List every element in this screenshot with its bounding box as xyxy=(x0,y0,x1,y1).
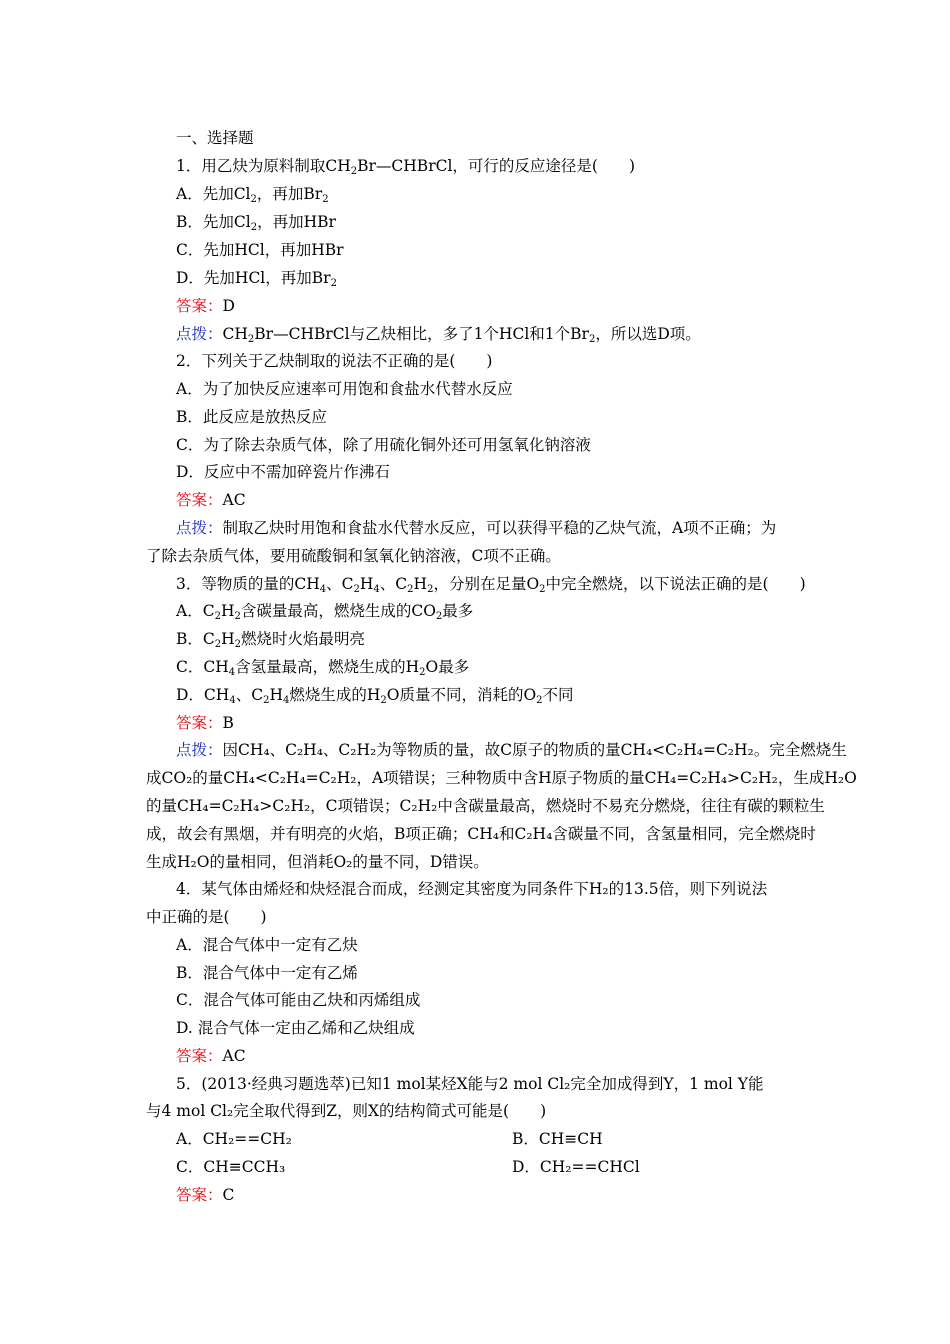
question-5-option-a: A．CH₂==CH₂ xyxy=(176,1130,292,1148)
question-2-tip-line-2: 了除去杂质气体，要用硫酸铜和氢氧化钠溶液，C项不正确。 xyxy=(146,547,561,565)
question-5-option-d: D．CH₂==CHCl xyxy=(512,1158,640,1176)
question-3-tip-line-2: 成CO₂的量CH₄<C₂H₄=C₂H₂，A项错误；三种物质中含H原子物质的量CH₄=C₂H₄>C₂H₂，生成H₂O xyxy=(146,769,857,787)
question-1-stem: 1．用乙炔为原料制取$CH_2Br—CHBrCl$，可行的反应途径是( ) xyxy=(176,157,636,177)
question-4-option-b: B．混合气体中一定有乙烯 xyxy=(176,964,358,982)
question-2-option-c: C．为了除去杂质气体，除了用硫化铜外还可用氢氧化钠溶液 xyxy=(176,436,591,454)
question-3-stem: 3．等物质的量的$CH_4$、$C_2H_4$、$C_2H_2$，分别在足量$O_2$中完全燃烧，以下说法正确的是( ) xyxy=(176,575,806,595)
question-1-tip: 点拨：$CH_2Br—CHBrCl$与乙炔相比，多了1个HCl和1个$Br_2$，所以选D项。 xyxy=(176,325,701,345)
question-4-option-d: D. 混合气体一定由乙烯和乙炔组成 xyxy=(176,1019,415,1037)
question-3-option-c: C．$CH_4$含氢量最高，燃烧生成的$H_2O$最多 xyxy=(176,658,470,678)
question-4-option-a: A．混合气体中一定有乙炔 xyxy=(176,936,358,954)
question-1-option-c: C．先加HCl，再加HBr xyxy=(176,241,344,259)
question-1-answer: 答案：D xyxy=(176,297,235,315)
question-2-option-b: B．此反应是放热反应 xyxy=(176,408,327,426)
question-3-tip-line-1: 点拨：因CH₄、C₂H₄、C₂H₂为等物质的量，故C原子的物质的量CH₄<C₂H₄=C₂H₂。完全燃烧生 xyxy=(176,741,847,759)
question-3-option-a: A．$C_2H_2$含碳量最高，燃烧生成的$CO_2$最多 xyxy=(176,602,474,622)
question-2-option-d: D．反应中不需加碎瓷片作沸石 xyxy=(176,463,390,481)
question-5-answer: 答案：C xyxy=(176,1186,235,1204)
question-4-answer: 答案：AC xyxy=(176,1047,246,1065)
question-5-stem-line-2: 与4 mol Cl₂完全取代得到Z，则X的结构简式可能是( ) xyxy=(146,1102,547,1120)
question-3-option-d: D．$CH_4$、$C_2H_4$燃烧生成的$H_2O$质量不同，消耗的$O_2$不同 xyxy=(176,686,574,706)
question-5-stem-line-1: 5．(2013·经典习题选萃)已知1 mol某烃X能与2 mol Cl₂完全加成得到Y，1 mol Y能 xyxy=(176,1075,764,1093)
question-2-answer: 答案：AC xyxy=(176,491,246,509)
question-2-option-a: A．为了加快反应速率可用饱和食盐水代替水反应 xyxy=(176,380,513,398)
section-title: 一、选择题 xyxy=(176,129,254,147)
question-5-option-b: B．CH≡CH xyxy=(512,1130,603,1148)
question-1-option-b: B．先加$Cl_2$，再加HBr xyxy=(176,213,336,233)
question-3-option-b: B．$C_2H_2$燃烧时火焰最明亮 xyxy=(176,630,366,650)
question-3-tip-line-5: 生成H₂O的量相同，但消耗O₂的量不同，D错误。 xyxy=(146,853,489,871)
question-3-tip-line-3: 的量CH₄=C₂H₄>C₂H₂，C项错误；C₂H₂中含碳量最高，燃烧时不易充分燃烧，往往有碳的颗粒生 xyxy=(146,797,825,815)
question-5-option-c: C．CH≡CCH₃ xyxy=(176,1158,286,1176)
question-4-option-c: C．混合气体可能由乙炔和丙烯组成 xyxy=(176,991,421,1009)
question-1-option-d: D．先加HCl，再加$Br_2$ xyxy=(176,269,337,289)
question-3-answer: 答案：B xyxy=(176,714,234,732)
question-2-tip-line-1: 点拨：制取乙炔时用饱和食盐水代替水反应，可以获得平稳的乙炔气流，A项不正确；为 xyxy=(176,519,777,537)
question-4-stem-line-2: 中正确的是( ) xyxy=(146,908,267,926)
question-1-option-a: A．先加$Cl_2$，再加$Br_2$ xyxy=(176,185,329,205)
question-2-stem: 2．下列关于乙炔制取的说法不正确的是( ) xyxy=(176,352,493,370)
question-4-stem-line-1: 4．某气体由烯烃和炔烃混合而成，经测定其密度为同条件下H₂的13.5倍，则下列说法 xyxy=(176,880,768,898)
question-3-tip-line-4: 成，故会有黑烟，并有明亮的火焰，B项正确；CH₄和C₂H₄含碳量不同，含氢量相同，完全燃烧时 xyxy=(146,825,816,843)
